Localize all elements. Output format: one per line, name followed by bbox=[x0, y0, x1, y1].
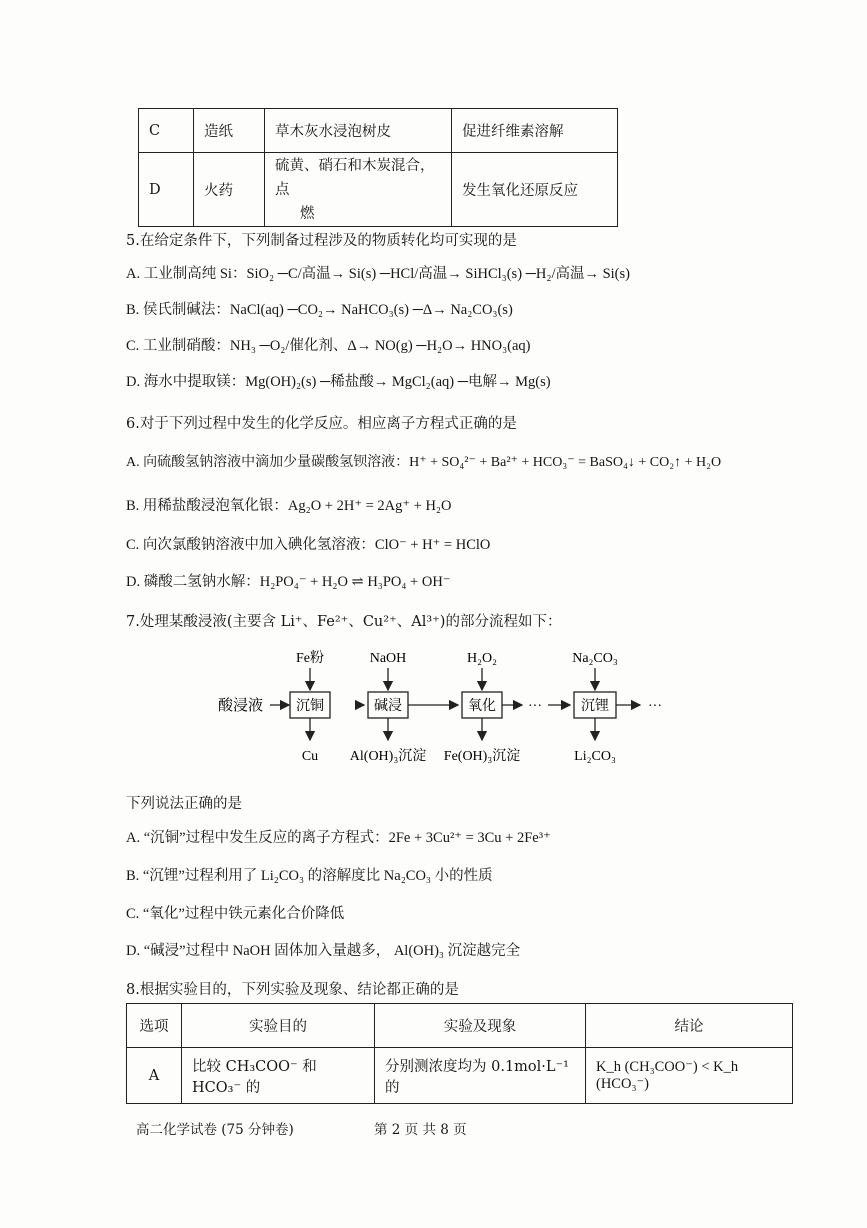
method-line: 燃 bbox=[300, 205, 315, 222]
row-item: 火药 bbox=[194, 153, 265, 227]
table-row bbox=[139, 109, 618, 153]
q5-option-b: B. 侯氏制碱法：NaCl(aq) ─CO₂→ NaHCO₃(s) ─Δ→ Na₂CO₃(s) bbox=[126, 302, 513, 318]
q7-option-d: D. “碱浸”过程中 NaOH 固体加入量越多， Al(OH)₃ 沉淀越完全 bbox=[126, 943, 521, 959]
q5-stem: 5.在给定条件下，下列制备过程涉及的物质转化均可实现的是 bbox=[126, 233, 517, 249]
col-header: 结论 bbox=[586, 1004, 793, 1048]
q7-option-c: C. “氧化”过程中铁元素化合价降低 bbox=[126, 906, 345, 922]
flow-step: 碱浸 bbox=[374, 699, 402, 714]
flow-input: 酸浸液 bbox=[218, 698, 264, 714]
q6-option-b: B. 用稀盐酸浸泡氧化银：Ag₂O + 2H⁺ = 2Ag⁺ + H₂O bbox=[126, 498, 452, 514]
q5-option-c: C. 工业制硝酸：NH₃ ─O₂/催化剂、Δ→ NO(g) ─H₂O→ HNO₃(aq) bbox=[126, 338, 531, 354]
flow-step: 氧化 bbox=[468, 699, 496, 714]
flow-reagent: Na₂CO₃ bbox=[572, 651, 618, 666]
row-purpose: 比较 CH₃COO⁻ 和 HCO₃⁻ 的 bbox=[182, 1048, 375, 1104]
flow-product: Cu bbox=[301, 749, 319, 764]
row-method: 草木灰水浸泡树皮 bbox=[265, 109, 452, 153]
table-row bbox=[127, 1048, 793, 1104]
row-id: A bbox=[127, 1048, 182, 1104]
row-id: C bbox=[139, 109, 194, 153]
q5-option-a: A. 工业制高纯 Si：SiO₂ ─C/高温→ Si(s) ─HCl/高温→ SiHCl₃(s) ─H₂/高温→ Si(s) bbox=[126, 266, 630, 282]
q8-table bbox=[126, 1003, 793, 1104]
row-purpose: 促进纤维素溶解 bbox=[452, 109, 618, 153]
q8-stem: 8.根据实验目的，下列实验及现象、结论都正确的是 bbox=[126, 982, 459, 998]
q6-option-a: A. 向硫酸氢钠溶液中滴加少量碳酸氢钡溶液：H⁺ + SO₄²⁻ + Ba²⁺ + HCO₃⁻ = BaSO₄↓ + CO₂↑ + H₂O bbox=[126, 455, 722, 470]
flow-product: Al(OH)₃沉淀 bbox=[349, 749, 427, 764]
method-line: 硫黄、硝石和木炭混合，点 bbox=[275, 157, 435, 198]
row-experiment: 分别测浓度均为 0.1mol·L⁻¹ 的 bbox=[375, 1048, 586, 1104]
flow-dots: ··· bbox=[648, 699, 662, 714]
footer-title: 高二化学试卷 (75 分钟卷) bbox=[136, 1122, 294, 1138]
flow-diagram bbox=[200, 640, 680, 780]
flow-product: Li₂CO₃ bbox=[574, 749, 616, 764]
flow-step: 沉锂 bbox=[581, 699, 609, 714]
col-header: 选项 bbox=[127, 1004, 182, 1048]
q6-option-d: D. 磷酸二氢钠水解：H₂PO₄⁻ + H₂O ⇌ H₃PO₄ + OH⁻ bbox=[126, 574, 451, 590]
flow-reagent: NaOH bbox=[369, 651, 407, 666]
row-method bbox=[265, 153, 452, 227]
flow-product: Fe(OH)₃沉淀 bbox=[443, 749, 521, 764]
table-header-row bbox=[127, 1004, 793, 1048]
row-conclusion: K_h (CH₃COO⁻) < K_h (HCO₃⁻) bbox=[586, 1048, 793, 1104]
q7-lead: 下列说法正确的是 bbox=[126, 796, 242, 812]
col-header: 实验及现象 bbox=[375, 1004, 586, 1048]
footer-page: 第 2 页 共 8 页 bbox=[374, 1122, 467, 1138]
flow-reagent: H₂O₂ bbox=[467, 651, 497, 666]
q7-stem: 7.处理某酸浸液(主要含 Li⁺、Fe²⁺、Cu²⁺、Al³⁺)的部分流程如下： bbox=[126, 614, 562, 630]
q7-option-b: B. “沉锂”过程利用了 Li₂CO₃ 的溶解度比 Na₂CO₃ 小的性质 bbox=[126, 868, 493, 884]
top-table bbox=[138, 108, 618, 227]
flow-dots: ··· bbox=[528, 699, 542, 714]
flow-reagent: Fe粉 bbox=[296, 651, 324, 666]
row-id: D bbox=[139, 153, 194, 227]
q6-option-c: C. 向次氯酸钠溶液中加入碘化氢溶液：ClO⁻ + H⁺ = HClO bbox=[126, 537, 491, 553]
table-row bbox=[139, 153, 618, 227]
row-purpose: 发生氧化还原反应 bbox=[452, 153, 618, 227]
q6-stem: 6.对于下列过程中发生的化学反应。相应离子方程式正确的是 bbox=[126, 416, 517, 432]
q7-option-a: A. “沉铜”过程中发生反应的离子方程式：2Fe + 3Cu²⁺ = 3Cu + 2Fe³⁺ bbox=[126, 830, 551, 846]
col-header: 实验目的 bbox=[182, 1004, 375, 1048]
flow-step: 沉铜 bbox=[296, 699, 324, 714]
row-item: 造纸 bbox=[194, 109, 265, 153]
q5-option-d: D. 海水中提取镁：Mg(OH)₂(s) ─稀盐酸→ MgCl₂(aq) ─电解→ Mg(s) bbox=[126, 374, 551, 390]
